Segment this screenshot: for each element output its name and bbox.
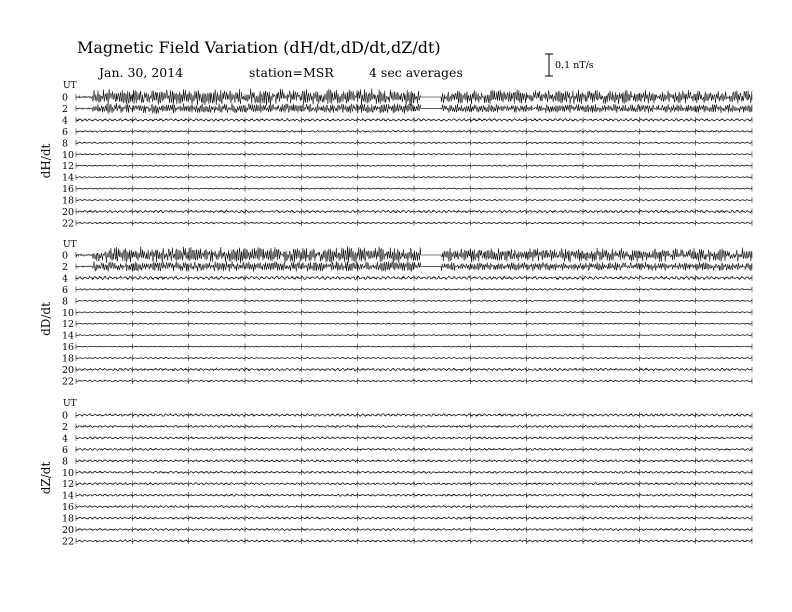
row-label-12: 12 [62,479,75,491]
row-label-8: 8 [62,296,69,308]
scale-bar [545,54,553,76]
row-label-14: 14 [62,330,75,342]
trace-dD-dt-0 [76,246,752,263]
row-label-12: 12 [62,319,75,331]
panel-dH-dt [39,81,752,229]
ut-label: UT [63,399,77,409]
chart-title: Magnetic Field Variation (dH/dt,dD/dt,dZ/dt) [77,38,441,57]
row-label-8: 8 [62,138,69,150]
row-label-6: 6 [62,126,69,138]
trace-dD-dt-2 [76,261,752,272]
row-label-4: 4 [62,273,69,285]
row-label-14: 14 [62,172,75,184]
y-axis-label: dZ/dt [39,461,53,495]
ut-label: UT [63,240,77,250]
row-label-8: 8 [62,456,69,468]
ut-label: UT [63,81,77,91]
row-label-22: 22 [62,536,75,548]
row-label-12: 12 [62,161,75,173]
row-label-0: 0 [62,410,69,422]
row-label-4: 4 [62,433,69,445]
scale-bar-label: 0.1 nT/s [555,60,594,71]
row-label-6: 6 [62,284,69,296]
row-label-10: 10 [62,467,75,479]
row-label-20: 20 [62,207,75,218]
row-label-2: 2 [62,421,69,433]
row-label-22: 22 [62,218,75,230]
row-label-0: 0 [62,92,69,104]
date-label: Jan. 30, 2014 [99,65,184,80]
row-label-2: 2 [62,261,69,273]
row-label-20: 20 [62,365,75,376]
row-label-20: 20 [62,525,75,536]
row-label-16: 16 [62,502,75,514]
row-label-18: 18 [62,195,75,207]
row-label-0: 0 [62,250,69,262]
station-label: station=MSR [249,65,334,80]
row-label-18: 18 [62,353,75,365]
row-label-14: 14 [62,490,75,502]
row-label-2: 2 [62,103,69,115]
averaging-label: 4 sec averages [369,65,463,80]
row-label-16: 16 [62,184,75,196]
panel-dD-dt [39,240,752,387]
row-label-10: 10 [62,307,75,319]
row-label-10: 10 [62,149,75,161]
row-label-22: 22 [62,376,75,388]
row-label-6: 6 [62,444,69,456]
trace-dH-dt-2 [76,103,752,114]
panel-dZ-dt [39,399,752,547]
row-label-18: 18 [62,513,75,525]
row-label-4: 4 [62,115,69,127]
y-axis-label: dH/dt [39,143,53,179]
row-label-16: 16 [62,342,75,354]
y-axis-label: dD/dt [39,302,53,336]
